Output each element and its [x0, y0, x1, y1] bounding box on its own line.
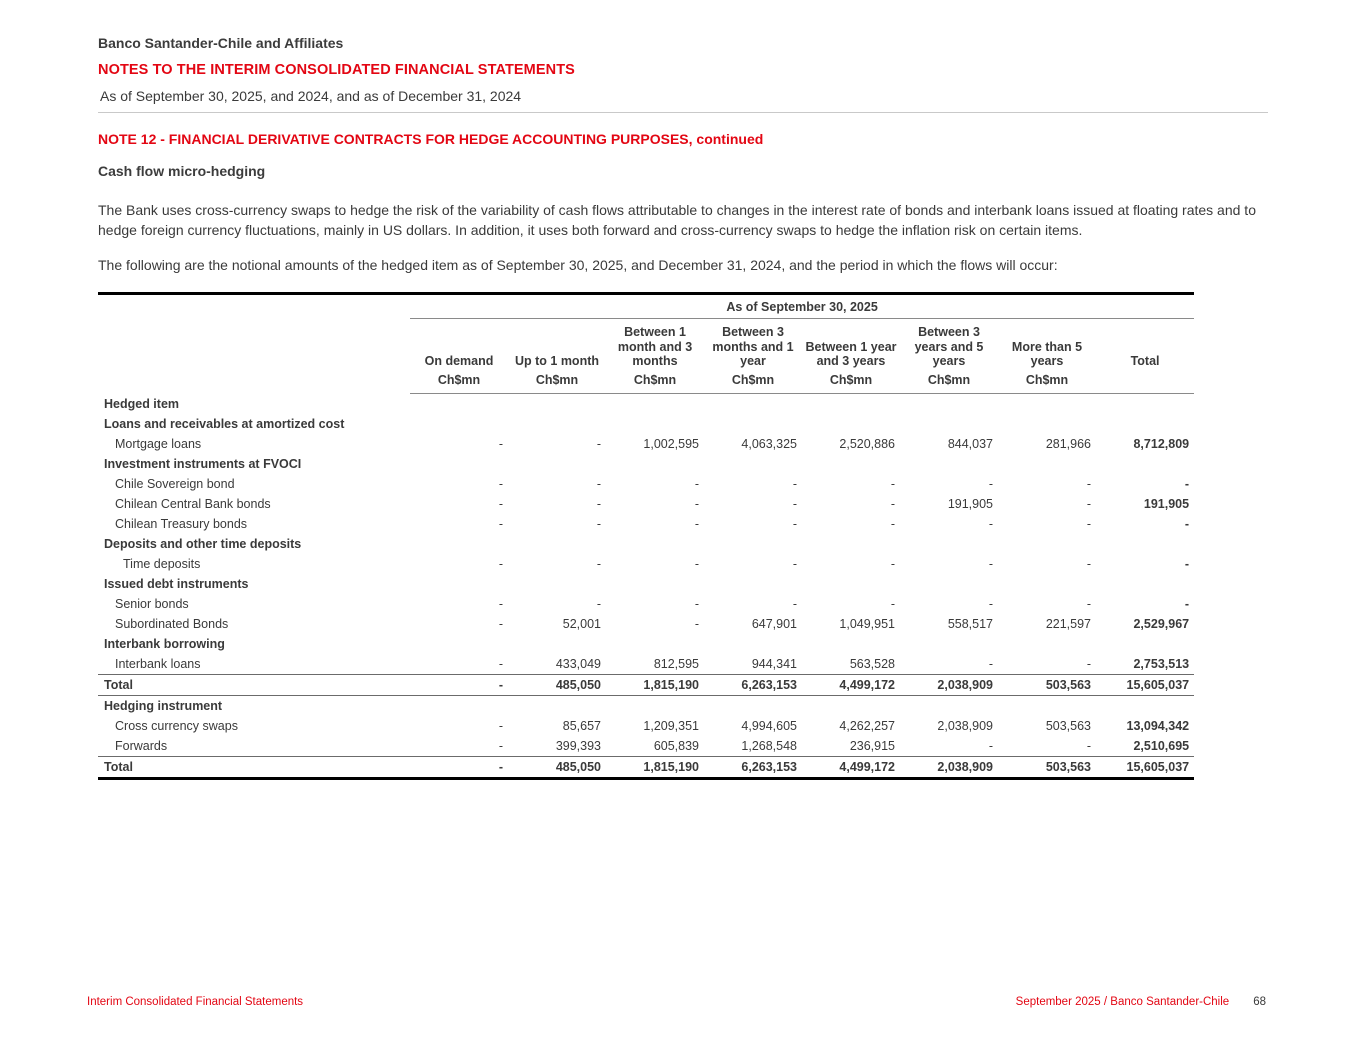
footer-document-name: Interim Consolidated Financial Statements: [87, 996, 304, 1008]
cell-value: 647,901: [751, 616, 797, 631]
cell-value: 399,393: [555, 738, 601, 753]
row-label: Chilean Central Bank bonds: [115, 496, 271, 511]
cell-value: [1096, 454, 1194, 474]
cell-value: 281,966: [1045, 436, 1091, 451]
cell-value: 52,001: [562, 616, 601, 631]
cell-value: [802, 454, 900, 474]
cell-value: [900, 394, 998, 414]
row-label: Senior bonds: [115, 596, 189, 611]
table-row: [98, 474, 1194, 494]
cell-value: 221,597: [1045, 616, 1091, 631]
table-row: [98, 736, 1194, 757]
column-header: Between 1 year and 3 years: [805, 339, 897, 369]
cell-value: 844,037: [947, 436, 993, 451]
as-of-date-header: As of September 30, 2025: [410, 293, 1194, 318]
cell-value: -: [498, 718, 503, 733]
cell-value: [704, 414, 802, 434]
cell-value: -: [498, 616, 503, 631]
column-header: On demand: [424, 354, 494, 369]
table-row: [98, 554, 1194, 574]
footer-right-group: [1016, 996, 1266, 1008]
cell-value: -: [792, 516, 797, 531]
cell-value: 13,094,342: [1126, 718, 1190, 733]
cell-value: -: [988, 476, 993, 491]
column-header-row: [98, 318, 1194, 371]
cell-value: [704, 454, 802, 474]
cell-value: 2,753,513: [1133, 656, 1190, 671]
cell-value: [998, 634, 1096, 654]
table-row: [98, 574, 1194, 594]
cell-value: [508, 454, 606, 474]
notional-amounts-table: [98, 292, 1194, 780]
cell-value: [606, 534, 704, 554]
column-unit: Ch$mn: [998, 371, 1096, 394]
table-row: [98, 434, 1194, 454]
cell-value: -: [498, 738, 503, 753]
column-units-row: [98, 371, 1194, 394]
cell-value: [508, 534, 606, 554]
cell-value: [508, 394, 606, 414]
document-title: NOTES TO THE INTERIM CONSOLIDATED FINANCIAL STATEMENTS: [98, 62, 575, 78]
empty-corner-cell: [98, 293, 410, 318]
row-label: Time deposits: [123, 556, 201, 571]
cell-value: -: [498, 516, 503, 531]
cell-value: -: [694, 496, 699, 511]
column-unit: Ch$mn: [606, 371, 704, 394]
cell-value: 433,049: [555, 656, 601, 671]
cell-value: -: [890, 516, 895, 531]
cell-value: [704, 634, 802, 654]
column-unit: Ch$mn: [900, 371, 998, 394]
cell-value: 485,050: [508, 756, 606, 778]
cell-value: [410, 695, 508, 716]
cell-value: -: [410, 756, 508, 778]
cell-value: [410, 414, 508, 434]
column-header: Total: [1130, 354, 1160, 369]
cell-value: -: [596, 596, 601, 611]
row-label: Forwards: [115, 738, 168, 753]
cell-value: 503,563: [998, 674, 1096, 695]
empty-corner-cell: [98, 318, 410, 371]
cell-value: -: [596, 436, 601, 451]
cell-value: [606, 634, 704, 654]
column-header: More than 5 years: [1011, 339, 1083, 369]
row-label: Investment instruments at FVOCI: [104, 456, 302, 471]
row-label: Chile Sovereign bond: [115, 476, 235, 491]
cell-value: -: [792, 596, 797, 611]
footer-brand-line: [1016, 996, 1230, 1008]
table-row: [98, 654, 1194, 675]
cell-value: -: [498, 556, 503, 571]
cell-value: [900, 414, 998, 434]
cell-value: [704, 695, 802, 716]
cell-value: 6,263,153: [704, 756, 802, 778]
cell-value: -: [988, 556, 993, 571]
table-row: [98, 514, 1194, 534]
column-unit: Ch$mn: [410, 371, 508, 394]
cell-value: -: [596, 516, 601, 531]
cell-value: 85,657: [562, 718, 601, 733]
cell-value: [900, 634, 998, 654]
cell-value: -: [988, 656, 993, 671]
cell-value: -: [792, 556, 797, 571]
cell-value: -: [694, 516, 699, 531]
cell-value: [998, 574, 1096, 594]
cell-value: 812,595: [653, 656, 699, 671]
cell-value: -: [1086, 596, 1091, 611]
row-label: Subordinated Bonds: [115, 616, 229, 631]
cell-value: [900, 454, 998, 474]
header-divider: [98, 112, 1268, 113]
table-body: [98, 394, 1194, 779]
cell-value: 503,563: [998, 756, 1096, 778]
cell-value: 8,712,809: [1133, 436, 1190, 451]
cell-value: -: [596, 476, 601, 491]
cell-value: 563,528: [849, 656, 895, 671]
cell-value: -: [694, 616, 699, 631]
cell-value: 1,002,595: [643, 436, 699, 451]
cell-value: [900, 534, 998, 554]
span-header-row: [98, 293, 1194, 318]
cell-value: -: [1086, 476, 1091, 491]
cell-value: -: [498, 496, 503, 511]
paragraph-table-intro: The following are the notional amounts of the hedged item as of September 30, 2025, and December 31, 2024, and the period in which the flows will occur:: [98, 257, 1058, 274]
cell-value: [1096, 394, 1194, 414]
cell-value: [410, 454, 508, 474]
row-label: Total: [98, 674, 410, 695]
cell-value: [802, 534, 900, 554]
row-label: Hedging instrument: [104, 698, 223, 713]
row-label: Loans and receivables at amortized cost: [104, 416, 345, 431]
cell-value: 191,905: [1143, 496, 1190, 511]
cell-value: [1096, 695, 1194, 716]
cell-value: 1,815,190: [606, 756, 704, 778]
cell-value: -: [694, 596, 699, 611]
cell-value: -: [1184, 556, 1190, 571]
footer-brand: Banco Santander-Chile: [1110, 996, 1230, 1008]
paragraph-hedging-description: The Bank uses cross-currency swaps to hedge the risk of the variability of cash flows attributable to changes in the interest rate of bonds and interbank loans issued at floating rates and to hedge foreign currency fluctuations, mainly in US dollars. In addition, it uses both forward and cross-currency swaps to hedge the inflation risk on certain items.: [98, 202, 1256, 238]
cell-value: [998, 534, 1096, 554]
cell-value: [802, 695, 900, 716]
table-row: [98, 594, 1194, 614]
cell-value: -: [596, 556, 601, 571]
cell-value: -: [498, 596, 503, 611]
cell-value: [998, 394, 1096, 414]
cell-value: [1096, 634, 1194, 654]
cell-value: [1096, 414, 1194, 434]
cell-value: [410, 634, 508, 654]
cell-value: 2,520,886: [839, 436, 895, 451]
cell-value: 4,262,257: [839, 718, 895, 733]
cell-value: [1096, 574, 1194, 594]
cell-value: -: [498, 476, 503, 491]
cell-value: [508, 414, 606, 434]
cell-value: 944,341: [751, 656, 797, 671]
row-label: Interbank borrowing: [104, 636, 225, 651]
cell-value: -: [988, 516, 993, 531]
column-unit: Ch$mn: [802, 371, 900, 394]
company-name: Banco Santander-Chile and Affiliates: [98, 35, 344, 51]
column-unit: Ch$mn: [508, 371, 606, 394]
cell-value: 605,839: [653, 738, 699, 753]
table-row: [98, 494, 1194, 514]
cell-value: -: [890, 496, 895, 511]
cell-value: 1,209,351: [643, 718, 699, 733]
cell-value: [802, 574, 900, 594]
cell-value: 2,529,967: [1133, 616, 1190, 631]
cell-value: [1096, 534, 1194, 554]
cell-value: [410, 574, 508, 594]
cell-value: -: [1086, 556, 1091, 571]
cell-value: 4,499,172: [802, 674, 900, 695]
cell-value: 503,563: [1045, 718, 1091, 733]
table-row: [98, 394, 1194, 414]
cell-value: -: [1086, 738, 1091, 753]
cell-value: 236,915: [849, 738, 895, 753]
cell-value: -: [890, 556, 895, 571]
cell-value: 2,510,695: [1133, 738, 1190, 753]
row-label: Issued debt instruments: [104, 576, 249, 591]
cell-value: [606, 414, 704, 434]
cell-value: -: [792, 476, 797, 491]
cell-value: 558,517: [947, 616, 993, 631]
column-header: Between 3 months and 1 year: [712, 324, 794, 369]
table-row: [98, 534, 1194, 554]
row-label: Deposits and other time deposits: [104, 536, 302, 551]
cell-value: 15,605,037: [1096, 674, 1194, 695]
cell-value: -: [1086, 656, 1091, 671]
cell-value: 191,905: [947, 496, 993, 511]
cell-value: [606, 574, 704, 594]
cell-value: [900, 574, 998, 594]
cell-value: 1,049,951: [839, 616, 895, 631]
row-label: Total: [98, 756, 410, 778]
cell-value: -: [1184, 516, 1190, 531]
column-unit: Ch$mn: [704, 371, 802, 394]
column-header: Up to 1 month: [514, 354, 599, 369]
cell-value: 15,605,037: [1096, 756, 1194, 778]
cell-value: 4,499,172: [802, 756, 900, 778]
cell-value: [802, 394, 900, 414]
row-label: Chilean Treasury bonds: [115, 516, 248, 531]
cell-value: [410, 534, 508, 554]
cell-value: [606, 695, 704, 716]
table-row: [98, 695, 1194, 716]
cell-value: 485,050: [508, 674, 606, 695]
section-subheading: Cash flow micro-hedging: [98, 163, 266, 179]
cell-value: [410, 394, 508, 414]
row-label: Cross currency swaps: [115, 718, 238, 733]
footer-date: September 2025 /: [1015, 996, 1108, 1008]
page-number: 68: [1253, 996, 1266, 1008]
cell-value: [998, 454, 1096, 474]
cell-value: [998, 695, 1096, 716]
cell-value: [606, 454, 704, 474]
column-header: Between 3 years and 5 years: [914, 324, 984, 369]
cell-value: [900, 695, 998, 716]
table-row: [98, 756, 1194, 778]
cell-value: 6,263,153: [704, 674, 802, 695]
cell-value: -: [498, 436, 503, 451]
cell-value: -: [498, 656, 503, 671]
cell-value: -: [694, 476, 699, 491]
cell-value: [704, 574, 802, 594]
cell-value: [508, 695, 606, 716]
cell-value: 2,038,909: [900, 756, 998, 778]
cell-value: -: [1184, 596, 1190, 611]
cell-value: [802, 634, 900, 654]
note-heading: NOTE 12 - FINANCIAL DERIVATIVE CONTRACTS FOR HEDGE ACCOUNTING PURPOSES, continued: [98, 131, 764, 147]
cell-value: -: [694, 556, 699, 571]
cell-value: -: [596, 496, 601, 511]
cell-value: -: [890, 596, 895, 611]
cell-value: 4,063,325: [741, 436, 797, 451]
empty-corner-cell: [98, 371, 410, 394]
table-row: [98, 634, 1194, 654]
cell-value: -: [410, 674, 508, 695]
cell-value: -: [890, 476, 895, 491]
cell-value: 4,994,605: [741, 718, 797, 733]
cell-value: [606, 394, 704, 414]
cell-value: [998, 414, 1096, 434]
table-row: [98, 414, 1194, 434]
cell-value: [802, 414, 900, 434]
column-unit: [1096, 371, 1194, 394]
cell-value: [508, 574, 606, 594]
cell-value: [704, 534, 802, 554]
table-row: [98, 716, 1194, 736]
page-footer: [87, 996, 1266, 1008]
cell-value: -: [988, 596, 993, 611]
row-label: Mortgage loans: [115, 436, 202, 451]
table-row: [98, 454, 1194, 474]
table-row: [98, 674, 1194, 695]
cell-value: -: [988, 738, 993, 753]
cell-value: -: [1184, 476, 1190, 491]
date-line: As of September 30, 2025, and 2024, and as of December 31, 2024: [100, 88, 522, 104]
cell-value: -: [1086, 516, 1091, 531]
row-label: Interbank loans: [115, 656, 201, 671]
cell-value: -: [792, 496, 797, 511]
cell-value: [508, 634, 606, 654]
column-header: Between 1 month and 3 months: [617, 324, 693, 369]
cell-value: [704, 394, 802, 414]
row-label: Hedged item: [104, 396, 180, 411]
cell-value: 1,268,548: [741, 738, 797, 753]
cell-value: 2,038,909: [937, 718, 993, 733]
cell-value: 2,038,909: [900, 674, 998, 695]
table-row: [98, 614, 1194, 634]
cell-value: -: [1086, 496, 1091, 511]
cell-value: 1,815,190: [606, 674, 704, 695]
